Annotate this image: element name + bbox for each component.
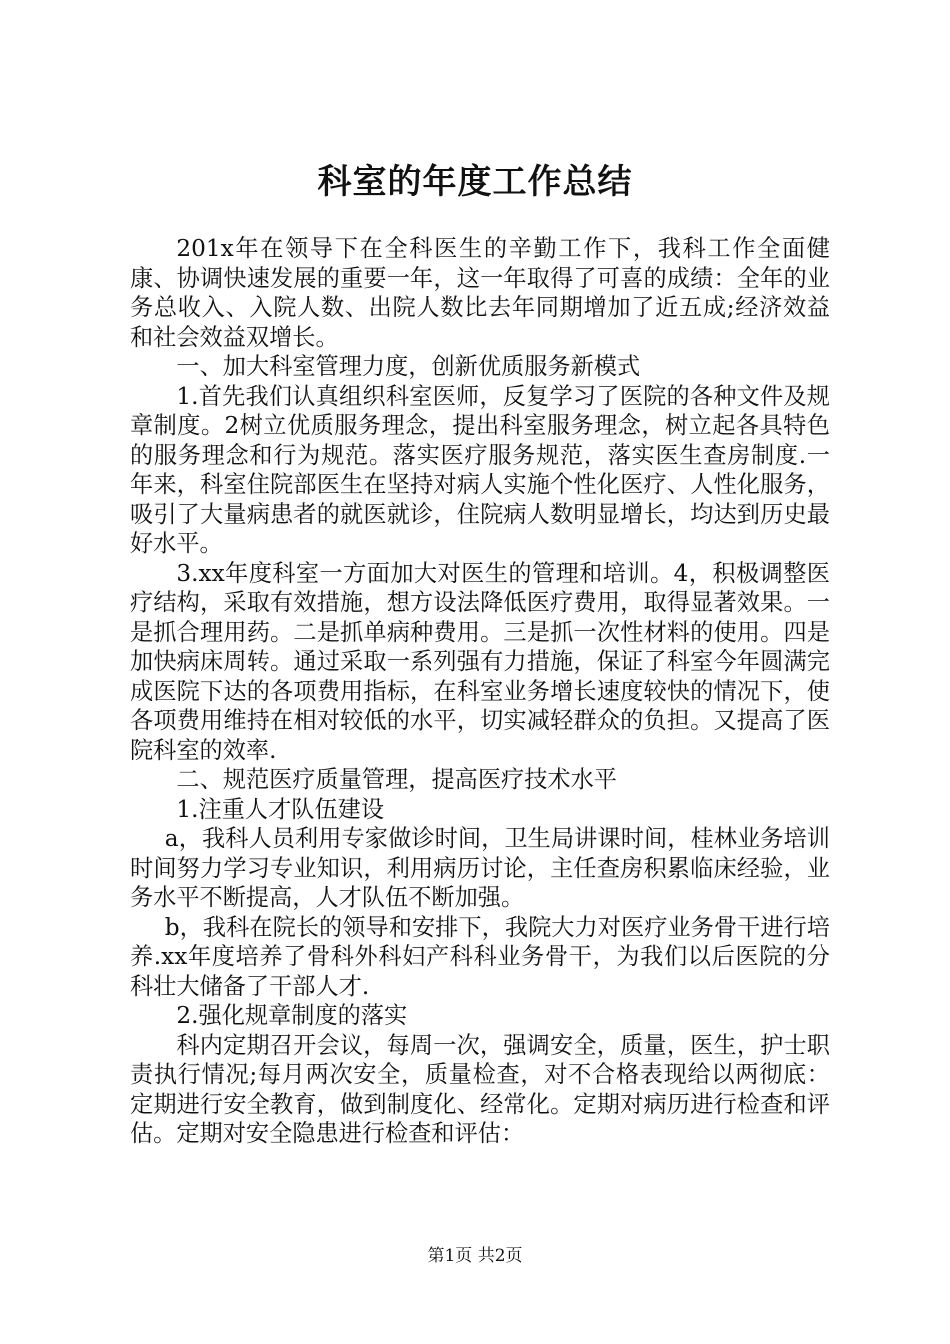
paragraph-b: b，我科在院长的领导和安排下，我院大力对医疗业务骨干进行培养.xx年度培养了骨科外科妇产科科业务骨干，为我们以后医院的分科壮大储备了干部人才. (130, 913, 830, 1000)
paragraph-meetings: 科内定期召开会议，每周一次，强调安全，质量，医生，护士职责执行情况;每月两次安全，质量检查，对不合格表现给以两彻底：定期进行安全教育，做到制度化、经常化。定期对病历进行检查和评估。定期对安全隐患进行检查和评估： (130, 1031, 830, 1147)
paragraph-intro: 201x年在领导下在全科医生的辛勤工作下，我科工作全面健康、协调快速发展的重要一年，这一年取得了可喜的成绩：全年的业务总收入、入院人数、出院人数比去年同期增加了近五成;经济效益和社会效益双增长。 (130, 235, 830, 351)
subsection-heading-2: 2.强化规章制度的落实 (176, 1002, 408, 1029)
section-heading-1: 一、加大科室管理力度，创新优质服务新模式 (176, 353, 641, 380)
paragraph-a: a，我科人员利用专家做诊时间，卫生局讲课时间，桂林业务培训时间努力学习专业知识，利用病历讨论，主任查房积累临床经验，业务水平不断提高，人才队伍不断加强。 (130, 825, 830, 911)
section-heading-2: 二、规范医疗质量管理，提高医疗技术水平 (176, 766, 617, 793)
page-footer: 第1页 共2页 (427, 1246, 523, 1266)
document-title: 科室的年度工作总结 (317, 162, 633, 202)
paragraph-2: 3.xx年度科室一方面加大对医生的管理和培训。4，积极调整医疗结构，采取有效措施，想方设法降低医疗费用，取得显著效果。一是抓合理用药。二是抓单病种费用。三是抓一次性材料的使用。四是加快病床周转。通过采取一系列强有力措施，保证了科室今年圆满完成医院下达的各项费用指标，在科室业务增长速度较快的情况下，使各项费用维持在相对较低的水平，切实减轻群众的负担。又提高了医院科室的效率. (130, 559, 830, 764)
paragraph-1: 1.首先我们认真组织科室医师，反复学习了医院的各种文件及规章制度。2树立优质服务理念，提出科室服务理念，树立起各具特色的服务理念和行为规范。落实医疗服务规范，落实医生查房制度.一年来，科室住院部医生在坚持对病人实施个性化医疗、人性化服务，吸引了大量病患者的就医就诊，住院病人数明显增长，均达到历史最好水平。 (130, 382, 830, 557)
document-body (130, 234, 830, 1149)
subsection-heading-1: 1.注重人才队伍建设 (176, 795, 385, 823)
